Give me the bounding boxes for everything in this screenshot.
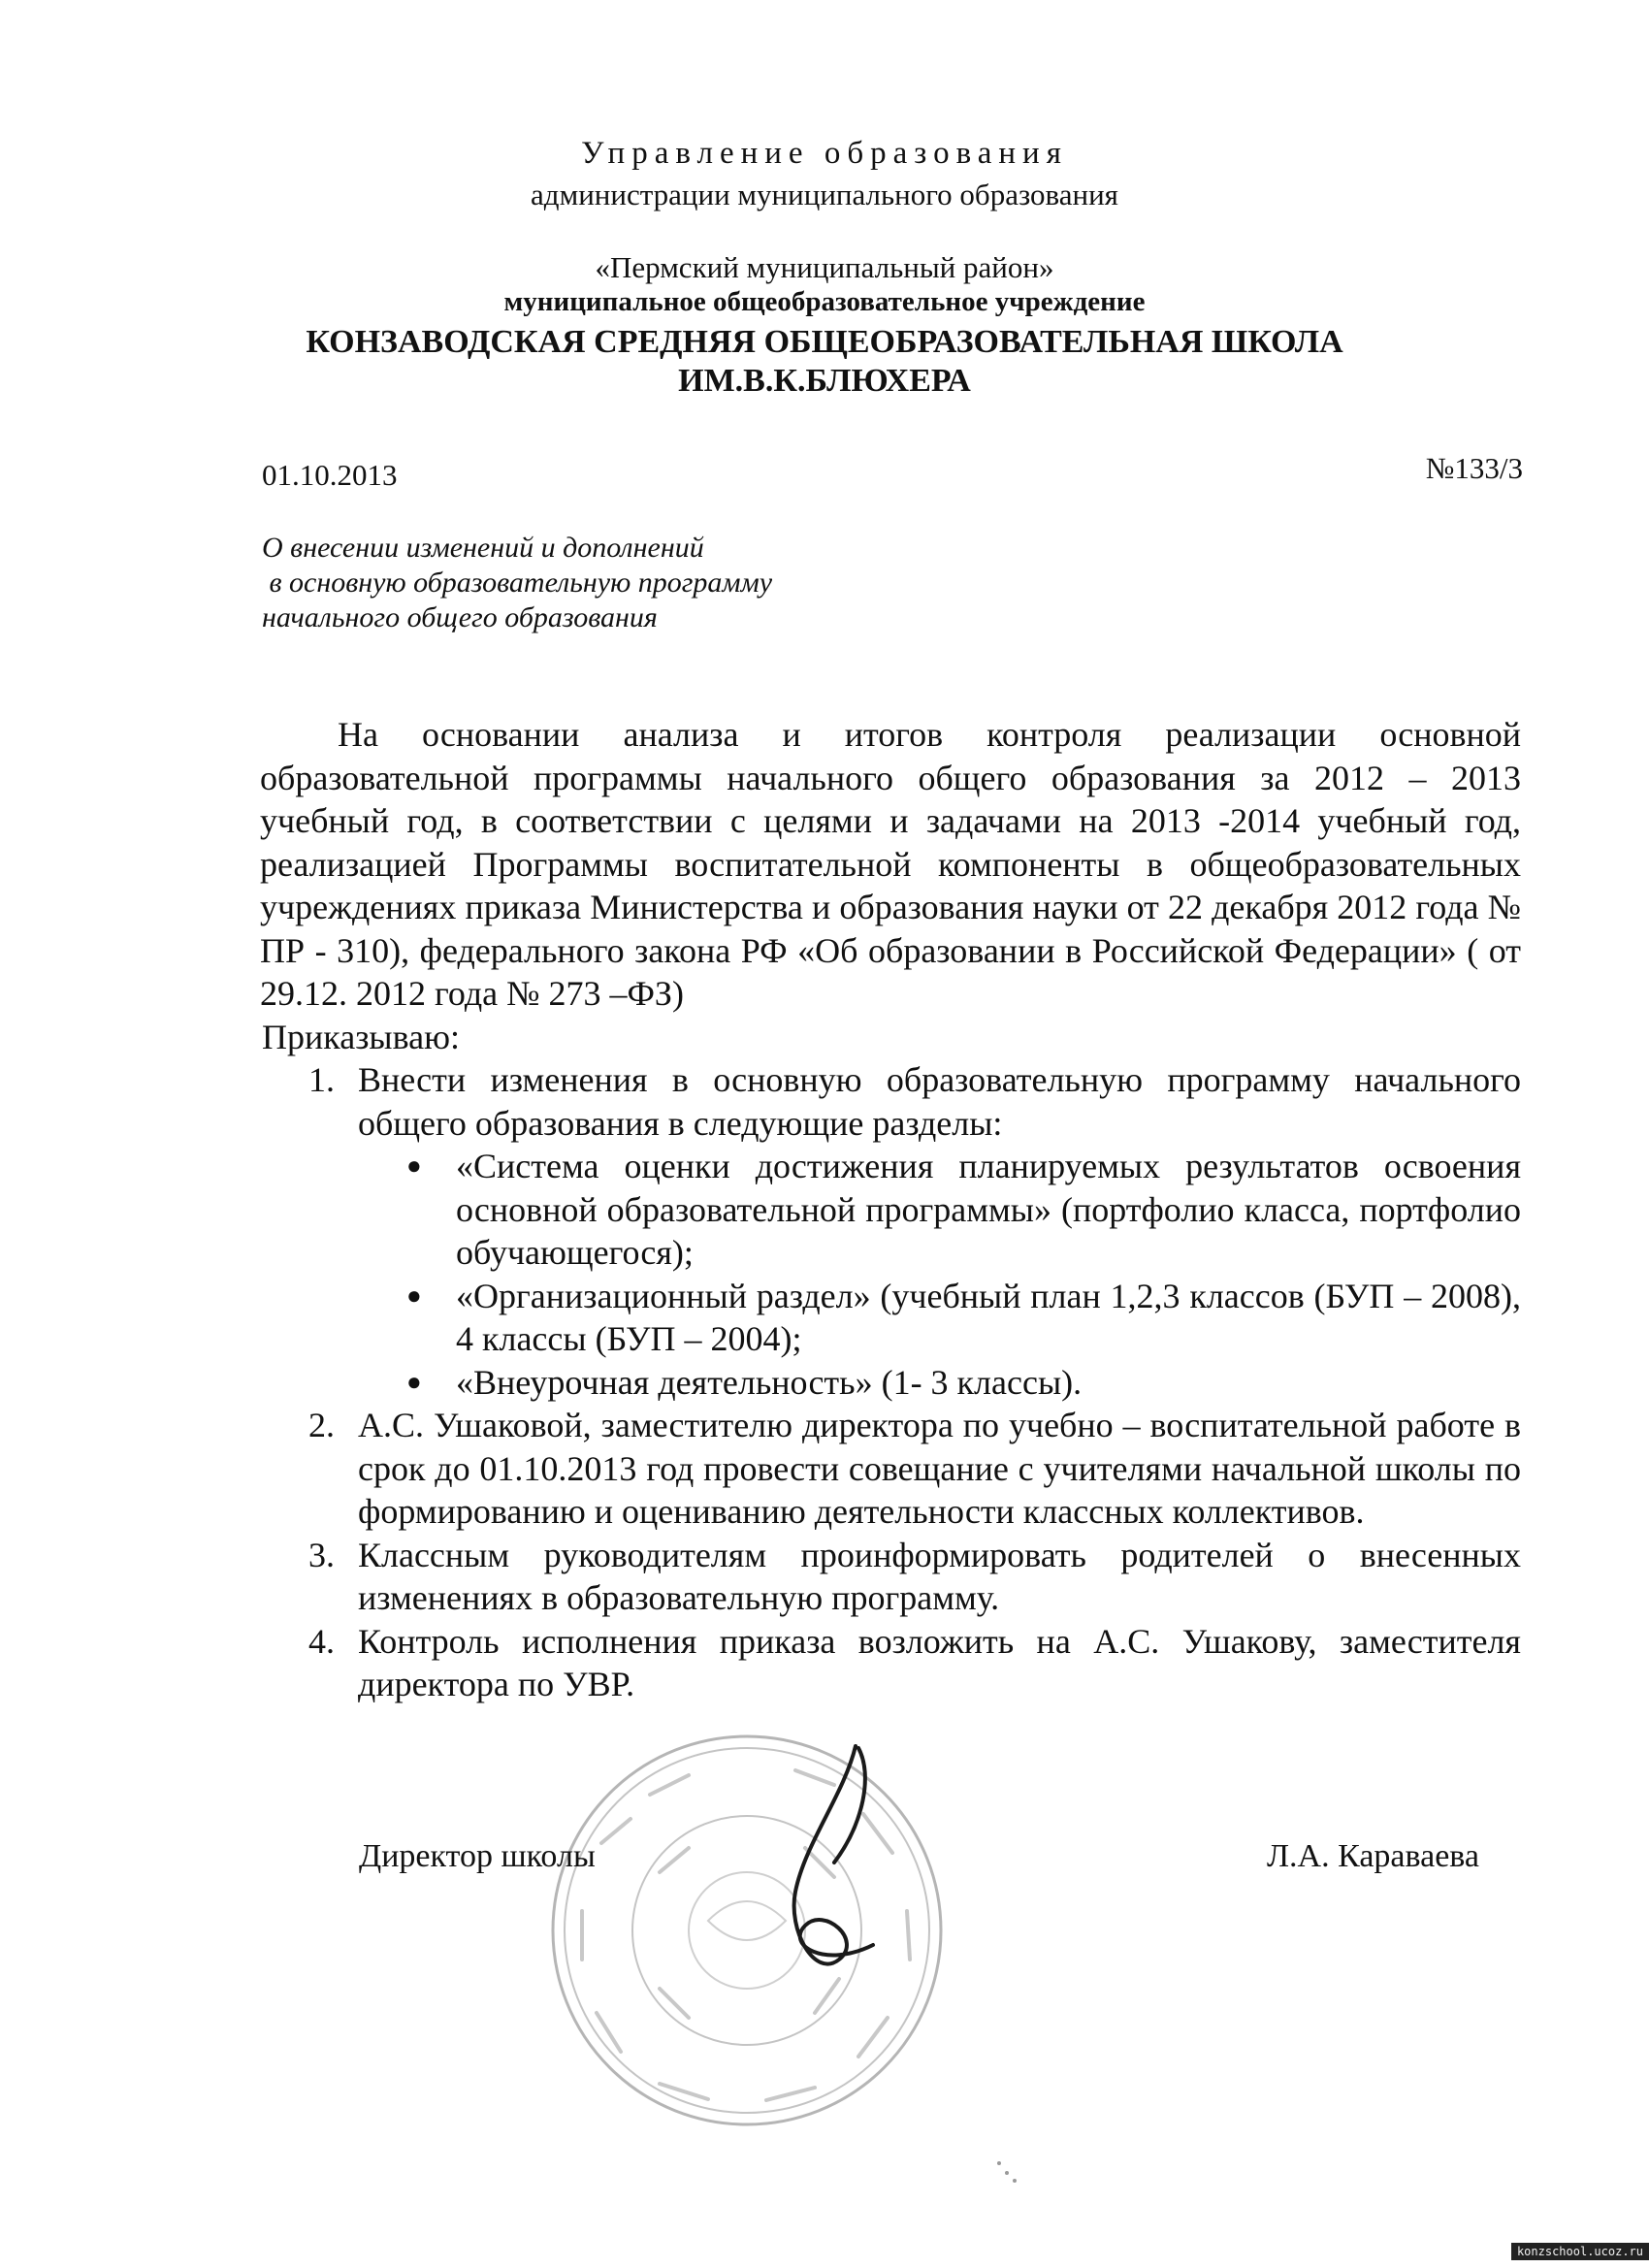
scan-specks [980, 2144, 1038, 2202]
header-line-1: Управление образования [581, 136, 1068, 171]
signer-name: Л.А. Караваева [1266, 1838, 1479, 1874]
order-items [260, 1058, 1521, 1706]
bullet-text: «Организационный раздел» (учебный план 1,2,3 классов (БУП – 2008), 4 классы (БУП – 2004); [456, 1276, 1521, 1358]
order-item [260, 1404, 1521, 1534]
signer-position: Директор школы [359, 1838, 596, 1874]
order-item [260, 1620, 1521, 1706]
director-signature [766, 1736, 912, 1989]
item-number: 2. [308, 1406, 335, 1444]
bullet-text: «Система оценки достижения планируемых результатов освоения основной образовательной программы» (портфолио класса, портфолио обучающегося); [456, 1147, 1521, 1272]
order-word: Приказываю: [262, 1017, 460, 1056]
school-name-suffix: ИМ.В.К.БЛЮХЕРА [678, 363, 971, 399]
item-text: А.С. Ушаковой, заместителю директора по учебно – воспитательной работе в срок до 01.10.2013 год провести совещание с учителями начальной школы по формированию и оцениванию деятельности классных коллективов. [358, 1406, 1521, 1531]
item-text: Внести изменения в основную образовательную программу начального общего образования в следующие разделы: [358, 1060, 1521, 1143]
school-name: КОНЗАВОДСКАЯ СРЕДНЯЯ ОБЩЕОБРАЗОВАТЕЛЬНАЯ ШКОЛА [306, 324, 1343, 360]
document-subject [262, 531, 772, 635]
item-number: 4. [308, 1621, 335, 1661]
bullet-icon: ● [406, 1367, 422, 1396]
header-line-3: «Пермский муниципальный район» [595, 250, 1054, 284]
preamble: На основании анализа и итогов контроля реализации основной образовательной программы начального общего образования за 2012 – 2013 учебный год, в соответствии с целями и задачами на 2013 -2014 учебный год, реализацией Программы воспитательной компоненты в общеобразовательных учреждениях приказа Министерства и образования науки от 22 декабря 2012 года № ПР - 310), федерального закона РФ «Об образовании в Российской Федерации» ( от 29.12. 2012 года № 273 –ФЗ) [260, 715, 1521, 1013]
order-item [260, 1058, 1521, 1404]
item-text: Контроль исполнения приказа возложить на А.С. Ушакову, заместителя директора по УВР. [358, 1621, 1521, 1703]
bullet-list [358, 1145, 1521, 1404]
bullet-item [358, 1361, 1521, 1405]
item-number: 3. [308, 1535, 335, 1574]
subject-line-1: О внесении изменений и дополнений [262, 532, 704, 564]
bullet-item [358, 1275, 1521, 1361]
item-number: 1. [308, 1060, 335, 1099]
document-body [260, 713, 1521, 1706]
subject-line-2: в основную образовательную программу [262, 567, 773, 599]
site-watermark: konzschool.ucoz.ru [1511, 2243, 1649, 2260]
bullet-icon: ● [406, 1280, 422, 1310]
bullet-item [358, 1145, 1521, 1275]
header-line-4: муниципальное общеобразовательное учреждение [503, 286, 1146, 317]
item-text: Классным руководителям проинформировать родителей о внесенных изменениях в образовательную программу. [358, 1535, 1521, 1617]
header-line-2: администрации муниципального образования [531, 178, 1118, 211]
order-item [260, 1534, 1521, 1620]
subject-line-3: начального общего образования [262, 601, 658, 633]
document-number: №133/3 [1425, 451, 1523, 485]
document-date: 01.10.2013 [262, 458, 398, 492]
bullet-text: «Внеурочная деятельность» (1- 3 классы). [456, 1362, 1083, 1402]
bullet-icon: ● [406, 1151, 422, 1180]
